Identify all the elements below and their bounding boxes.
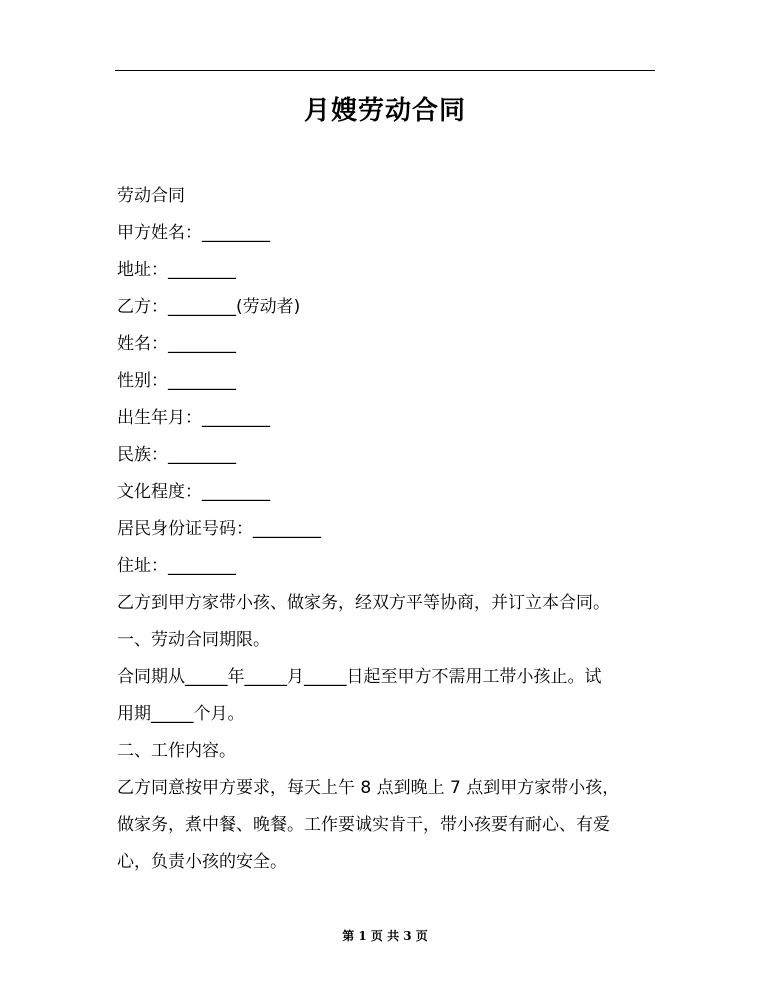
residence-field: 住址：________: [117, 556, 236, 576]
party-a-name-field: 甲方姓名：________: [117, 223, 270, 243]
address-field: 地址：________: [117, 260, 236, 280]
birth-date-field: 出生年月：________: [117, 408, 270, 428]
document-body: [117, 178, 657, 881]
paragraph-line: 用期_____个月。: [117, 704, 245, 724]
ethnicity-field: 民族：________: [117, 445, 236, 465]
paragraph-line: 合同期从_____年_____月_____日起至甲方不需用工带小孩止。试: [117, 667, 602, 687]
name-field: 姓名：________: [117, 334, 236, 354]
page-number-footer: 第 1 页 共 3 页: [342, 929, 428, 943]
paragraph-line: 乙方同意按甲方要求，每天上午 8 点到晚上 7 点到甲方家带小孩，: [117, 778, 620, 798]
clause-heading: 一、劳动合同期限。: [117, 630, 270, 650]
document-title: 月嫂劳动合同: [303, 96, 466, 126]
clause-heading: 二、工作内容。: [117, 741, 236, 761]
paragraph-line: 心，负责小孩的安全。: [117, 852, 287, 872]
section-heading: 劳动合同: [117, 186, 185, 206]
paragraph-line: 乙方到甲方家带小孩、做家务，经双方平等协商，并订立本合同。: [117, 593, 610, 613]
education-field: 文化程度：________: [117, 482, 270, 502]
gender-field: 性别：________: [117, 371, 236, 391]
party-b-field: 乙方：________(劳动者): [117, 297, 301, 317]
header-rule: [115, 70, 655, 71]
paragraph-line: 做家务，煮中餐、晚餐。工作要诚实肯干，带小孩要有耐心、有爱: [117, 815, 610, 835]
id-number-field: 居民身份证号码：________: [117, 519, 321, 539]
